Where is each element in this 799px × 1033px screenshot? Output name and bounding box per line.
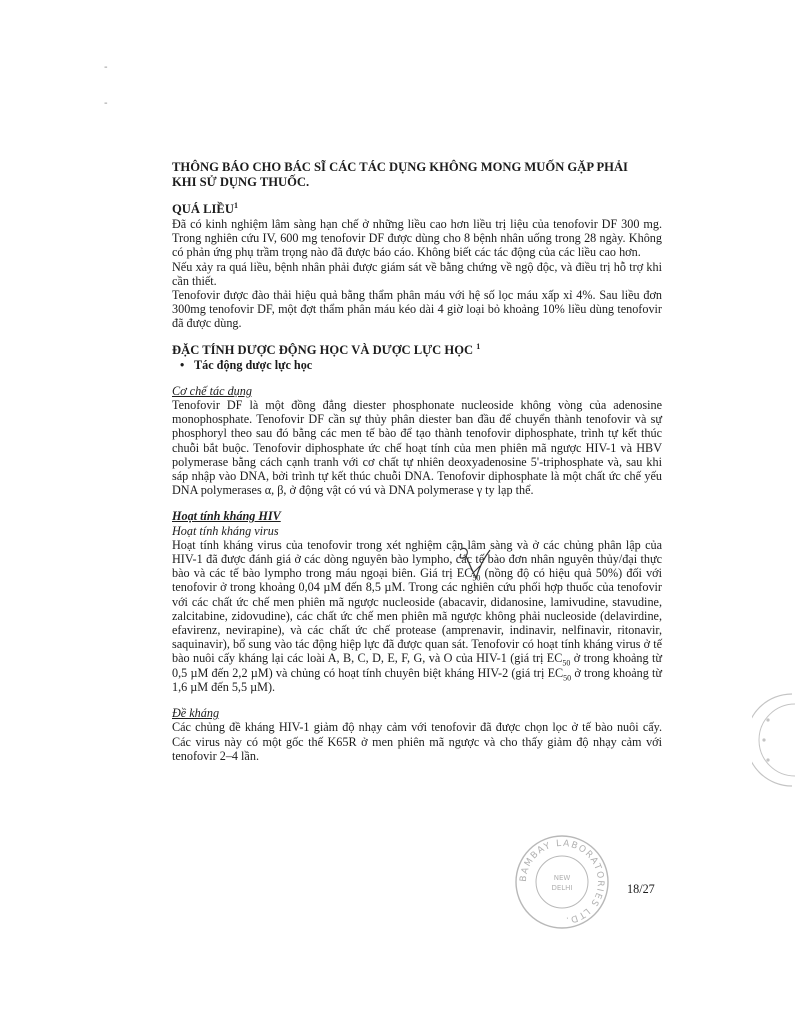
antiviral-title: Hoạt tính kháng virus	[172, 523, 279, 538]
antiviral-text-part-1: Hoạt tính kháng virus của tenofovir trong xét nghiệm cận lâm sàng và ở các chủng phân lập của HIV-1 đã được đánh giá ở các dòng nguyên bào lympho, các tế bào đơn nhân nguyên thủy/đại thực bào và các tế bào lympho trong máu ngoại biên. Giá trị EC	[172, 537, 662, 581]
antiviral-text-part-3: ở trong khoảng từ 0,5 µM đến 2,2 µM) và chủng có hoạt tính chuyên biệt kháng HIV-2 (giá trị EC	[172, 651, 662, 680]
page-number: 18/27	[627, 882, 655, 896]
seal-center-bottom: DELHI	[551, 884, 573, 892]
overdose-reference: 1	[233, 200, 238, 210]
pharmacodynamics-label: Tác động dược lực học	[194, 357, 313, 372]
antiviral-text	[172, 538, 662, 694]
partial-stamp	[752, 690, 796, 795]
mechanism-text: Tenofovir DF là một đồng đẳng diester phosphonate nucleoside không vòng của adenosine monophosphate. Tenofovir DF cần sự thủy phân diester ban đầu để chuyển thành tenofovir và sự phosphoryl theo sau đó bằng các men tế bào để tạo thành tenofovir diphosphate, trình tự kết thúc chuỗi bắt buộc. Tenofovir diphosphate ức chế hoạt tính của men phiên mã ngược HIV-1 và HBV polymerase bằng cách cạnh tranh với cơ chất tự nhiên deoxyadenosine 5'-triphosphate và, sau khi sáp nhập vào DNA, bởi trình tự kết thúc chuỗi DNA. Tenofovir diphosphate là một chất ức chế yếu DNA polymerases α, β, ở động vật có vú và DNA polymerase γ ty lạp thể.	[172, 398, 662, 498]
scan-mark: -	[104, 62, 108, 73]
overdose-paragraph-1: Đã có kinh nghiệm lâm sàng hạn chế ở những liều cao hơn liều trị liệu của tenofovir DF 300 mg. Trong nghiên cứu IV, 600 mg tenofovir DF được dùng cho 8 bệnh nhân uống trong 28 ngày. Không có phản ứng phụ trầm trọng nào đã được báo cáo. Không biết các tác động của các liều cao hơn.	[172, 217, 662, 260]
seal-center-top: NEW	[553, 874, 571, 882]
scan-mark: -	[104, 98, 108, 109]
antiviral-text-part-4: ở trong khoảng từ 1,6 µM đến 5,5 µM).	[172, 665, 662, 694]
resistance-text: Các chủng đề kháng HIV-1 giảm độ nhạy cảm với tenofovir đã được chọn lọc ở tế bào nuôi cấy. Các virus này có một gốc thế K65R ở men phiên mã ngược và cho thấy giảm độ nhạy cảm với tenofovir 2–4 lần.	[172, 720, 662, 763]
pharmacology-heading	[172, 343, 662, 358]
pharmacodynamics-bullet	[172, 358, 662, 372]
seal-ring-text: BAMBAY LABORATORIES LTD.	[518, 838, 606, 925]
mechanism-title: Cơ chế tác dụng	[172, 383, 252, 398]
overdose-heading-text: QUÁ LIỀU	[172, 202, 234, 216]
pharmacology-reference: 1	[476, 341, 481, 351]
handwritten-signature	[452, 544, 492, 589]
notice-title-line-1: THÔNG BÁO CHO BÁC SĨ CÁC TÁC DỤNG KHÔNG MONG MUỐN GẶP PHẢI	[172, 160, 628, 174]
company-seal-stamp	[512, 832, 612, 937]
ec50-subscript: 50	[563, 673, 572, 683]
notice-title-line-2: KHI SỬ DỤNG THUỐC.	[172, 175, 310, 189]
pharmacology-heading-text: ĐẶC TÍNH DƯỢC ĐỘNG HỌC VÀ DƯỢC LỰC HỌC	[172, 342, 474, 357]
resistance-title: Đề kháng	[172, 706, 220, 721]
ec50-subscript: 50	[562, 658, 571, 668]
overdose-paragraph-3: Tenofovir được đào thải hiệu quả bằng thẩm phân máu với hệ số lọc máu xấp xỉ 4%. Sau liều đơn 300mg tenofovir DF, một đợt thẩm phân máu kéo dài 4 giờ loại bỏ khoảng 10% liều dùng tenofovir đã được dùng.	[172, 288, 662, 331]
ec50-subscript: 50	[472, 573, 481, 583]
document-body	[172, 160, 662, 763]
overdose-heading	[172, 202, 662, 217]
anti-hiv-title: Hoạt tính kháng HIV	[172, 509, 281, 524]
antiviral-text-part-2: (nồng độ có hiệu quả 50%) đối với tenofovir ở trong khoảng 0,04 µM đến 8,5 µM. Trong các nghiên cứu phối hợp thuốc của tenofovir với các chất ức chế men phiên mã ngược nucleoside (abacavir, didanosine, lamivudine, stavudine, zalcitabine, zidovudine), các chất ức chế men phiên mã ngược không phải nucleoside (delavirdine, efavirenz, nevirapine), và các chất ức chế protease (amprenavir, indinavir, nelfinavir, ritonavir, saquinavir), bổ sung vào tác động hiệp lực đã được quan sát. Tenofovir có hoạt tính kháng virus ở tế bào nuôi cấy kháng lại các loài A, B, C, D, E, F, G, và O của HIV-1 (giá trị EC	[172, 566, 662, 666]
bullet-mark: •	[180, 357, 185, 372]
overdose-paragraph-2: Nếu xảy ra quá liều, bệnh nhân phải được giám sát về bằng chứng về ngộ độc, và điều trị hỗ trợ khi cần thiết.	[172, 259, 662, 288]
